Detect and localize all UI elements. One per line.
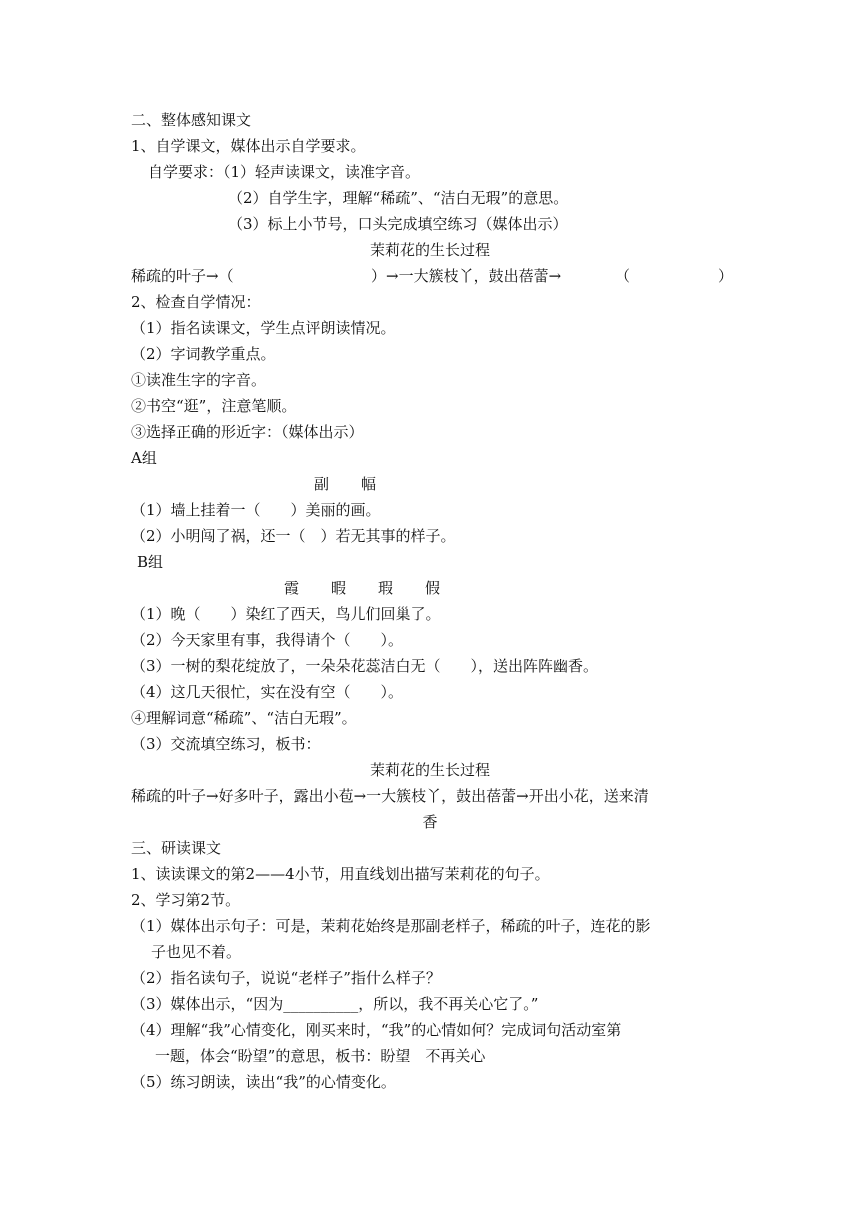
section-2-heading: 二、整体感知课文 — [131, 111, 252, 129]
group-b-chars — [268, 578, 729, 598]
point-1: ①读准生字的字音。 — [131, 371, 267, 389]
group-a-char: 幅 — [361, 475, 377, 493]
check-item-2: （2）字词教学重点。 — [131, 345, 276, 363]
fill-blank-part-1: 稀疏的叶子→（ — [131, 267, 234, 285]
group-b-char: 霞 — [284, 579, 300, 597]
point-2: ②书空“逛”，注意笔顺。 — [131, 397, 297, 415]
group-b-question-1: （1）晚（ ）染红了西天，鸟儿们回巢了。 — [131, 605, 441, 623]
group-a-chars — [298, 474, 729, 494]
group-a-char: 副 — [314, 475, 330, 493]
group-b-question-4: （4）这几天很忙，实在没有空（ ）。 — [131, 683, 404, 701]
step-2-text: 2、检查自学情况： — [131, 293, 261, 311]
study-question-1-line-2: 子也见不着。 — [151, 943, 242, 961]
study-question-5: （5）练习朗读，读出“我”的心情变化。 — [131, 1073, 396, 1091]
group-b-question-3: （3）一树的梨花绽放了，一朵朵花蕊洁白无（ ），送出阵阵幽香。 — [131, 657, 599, 675]
growth-title-1: 茉莉花的生长过程 — [369, 241, 490, 259]
point-3: ③选择正确的形近字：（媒体出示） — [131, 423, 364, 441]
study-question-3: （3）媒体出示，“因为__________，所以，我不再关心它了。” — [131, 995, 539, 1013]
group-a-question-2: （2）小明闯了祸，还一（ ）若无其事的样子。 — [131, 527, 456, 545]
group-b-question-2: （2）今天家里有事，我得请个（ ）。 — [131, 631, 404, 649]
point-4: ④理解词意“稀疏”、“洁白无瑕”。 — [131, 709, 357, 727]
study-step-2: 2、学习第2节。 — [131, 891, 241, 909]
group-b-char: 暇 — [331, 579, 347, 597]
group-b-char: 瑕 — [378, 579, 394, 597]
group-b-label: B组 — [137, 553, 164, 571]
fill-blank-part-4: ） — [718, 267, 734, 285]
requirement-3: （3）标上小节号，口头完成填空练习（媒体出示） — [228, 215, 568, 233]
board-line: 稀疏的叶子→好多叶子，露出小苞→一大簇枝丫，鼓出蓓蕾→开出小花，送来清 — [131, 787, 649, 805]
study-question-2: （2）指名读句子，说说“老样子”指什么样子？ — [131, 969, 441, 987]
section-3-heading: 三、研读课文 — [131, 839, 222, 857]
growth-title-2: 茉莉花的生长过程 — [369, 761, 490, 779]
check-item-3: （3）交流填空练习，板书： — [131, 735, 321, 753]
group-a-question-1: （1）墙上挂着一（ ）美丽的画。 — [131, 501, 381, 519]
study-question-1-line-1: （1）媒体出示句子：可是，茉莉花始终是那副老样子，稀疏的叶子，连花的影 — [131, 917, 651, 935]
study-question-4-line-1: （4）理解“我”心情变化，刚买来时，“我”的心情如何？完成词句活动室第 — [131, 1021, 622, 1039]
fill-blank-part-3: （ — [615, 267, 631, 285]
board-line-end: 香 — [422, 813, 438, 831]
check-item-1: （1）指名读课文，学生点评朗读情况。 — [131, 319, 396, 337]
group-a-label: A组 — [131, 449, 157, 467]
study-step-1: 1、读读课文的第2——4小节，用直线划出描写茉莉花的句子。 — [131, 865, 550, 883]
group-b-char: 假 — [425, 579, 441, 597]
fill-blank-part-2: ）→一大簇枝丫，鼓出蓓蕾→ — [371, 267, 562, 285]
requirement-2: （2）自学生字，理解“稀疏”、“洁白无瑕”的意思。 — [228, 189, 569, 207]
study-question-4-line-2: 一题，体会“盼望”的意思，板书：盼望 不再关心 — [155, 1047, 486, 1065]
requirement-1: 自学要求：（1）轻声读课文，读准字音。 — [148, 163, 421, 181]
step-1-text: 1、自学课文，媒体出示自学要求。 — [131, 137, 366, 155]
